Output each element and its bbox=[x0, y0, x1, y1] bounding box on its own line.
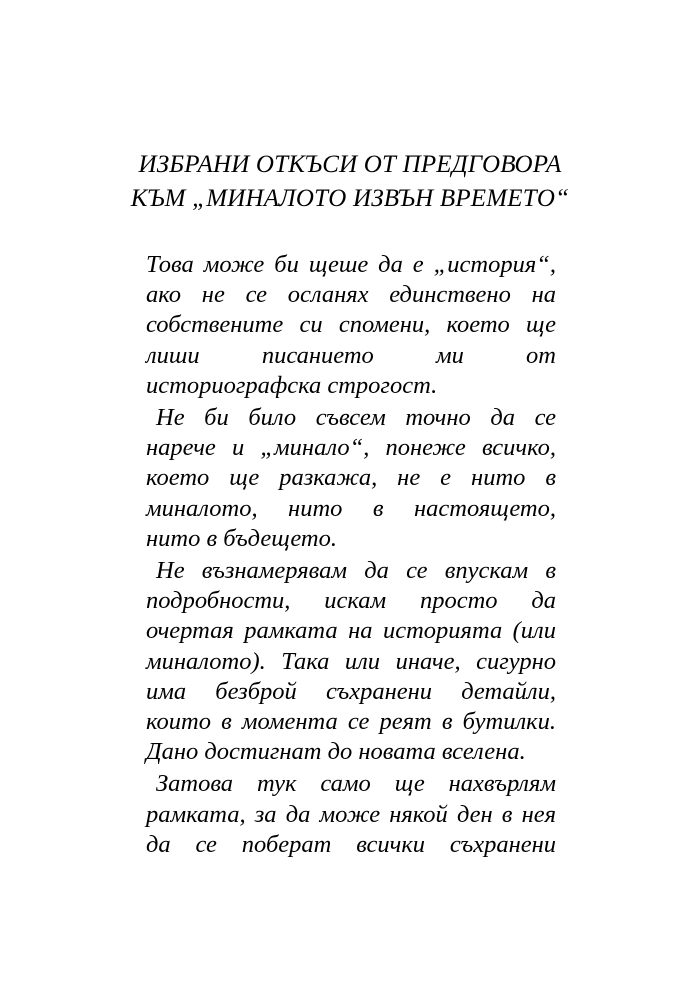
paragraph-1 bbox=[146, 250, 556, 401]
text-line: историографска строгост. bbox=[146, 371, 438, 399]
chapter-title-line-2: КЪМ „МИНАЛОТО ИЗВЪН ВРЕМЕТО“ bbox=[130, 185, 570, 212]
body-text bbox=[146, 250, 556, 862]
text-line: подробности, искам просто да bbox=[146, 587, 556, 615]
text-line: очертая рамката на историята (или bbox=[146, 617, 556, 645]
text-line: Дано достигнат до новата вселена. bbox=[146, 738, 526, 766]
text-line: ако не се осланях единствено на bbox=[146, 281, 556, 309]
text-line: миналото, нито в настоящето, bbox=[146, 494, 556, 522]
chapter-title-line-1: ИЗБРАНИ ОТКЪСИ ОТ ПРЕДГОВОРА bbox=[138, 151, 562, 178]
text-line: нарече и „минало“, понеже всичко, bbox=[146, 434, 556, 462]
text-line: Това може би щеше да е „история“, bbox=[146, 251, 556, 278]
text-line: лиши писанието ми от bbox=[146, 341, 556, 369]
chapter-title bbox=[100, 148, 600, 216]
text-line: Затова тук само ще нахвърлям bbox=[156, 770, 556, 798]
paragraph-4 bbox=[146, 769, 556, 860]
text-line: Не би било съвсем точно да се bbox=[156, 404, 556, 432]
paragraph-3 bbox=[146, 556, 556, 767]
text-line: има безброй съхранени детайли, bbox=[146, 677, 556, 705]
text-line: нито в бъдещето. bbox=[146, 524, 337, 552]
text-line: да се поберат всички съхранени bbox=[146, 830, 556, 858]
text-line: собствените си спомени, което ще bbox=[146, 311, 556, 339]
paragraph-2 bbox=[146, 403, 556, 554]
text-line: които в момента се реят в бутилки. bbox=[146, 708, 556, 736]
text-line: което ще разкажа, не е нито в bbox=[146, 464, 556, 492]
text-line: рамката, за да може някой ден в нея bbox=[146, 800, 556, 828]
text-line: миналото). Така или иначе, сигурно bbox=[146, 647, 556, 675]
text-line: Не възнамерявам да се впускам в bbox=[156, 557, 556, 585]
